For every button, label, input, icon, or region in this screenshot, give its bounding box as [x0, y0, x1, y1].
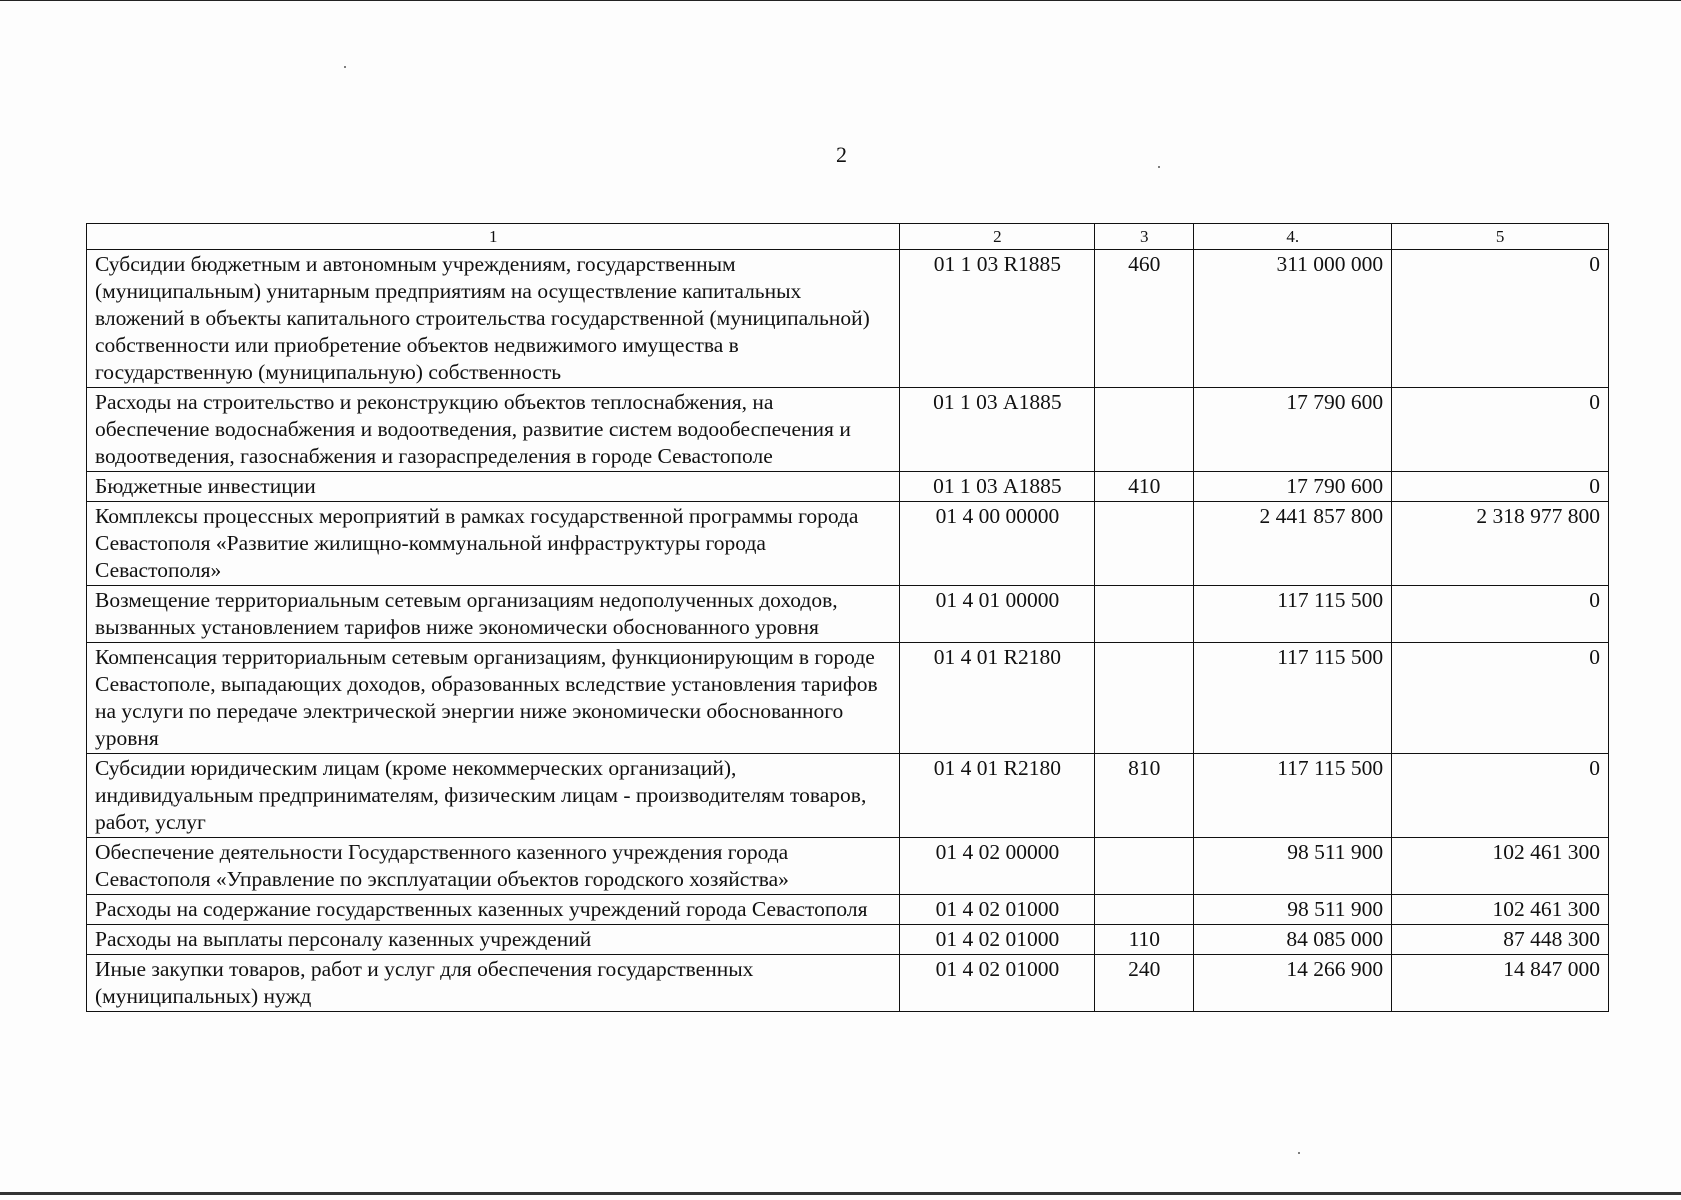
row-amount-2: 0	[1392, 754, 1609, 838]
row-amount-2: 87 448 300	[1392, 925, 1609, 955]
row-code: 01 1 03 А1885	[900, 388, 1095, 472]
row-code: 01 4 01 R2180	[900, 754, 1095, 838]
row-name: Расходы на содержание государственных казенных учреждений города Севастополя	[87, 895, 900, 925]
row-amount-2: 102 461 300	[1392, 895, 1609, 925]
scan-edge-top	[0, 0, 1681, 1]
row-amount-2: 0	[1392, 472, 1609, 502]
column-header-4: 4.	[1194, 224, 1392, 250]
row-amount-1: 98 511 900	[1194, 895, 1392, 925]
row-expense-type	[1095, 895, 1194, 925]
table-row	[87, 250, 1609, 388]
budget-table	[86, 223, 1609, 1012]
row-expense-type	[1095, 586, 1194, 643]
row-code: 01 4 02 01000	[900, 895, 1095, 925]
row-expense-type: 110	[1095, 925, 1194, 955]
row-amount-2: 0	[1392, 643, 1609, 754]
row-expense-type	[1095, 643, 1194, 754]
row-expense-type: 240	[1095, 955, 1194, 1012]
row-amount-2: 0	[1392, 250, 1609, 388]
row-code: 01 4 02 01000	[900, 925, 1095, 955]
row-name: Компенсация территориальным сетевым организациям, функционирующим в городе Севастополе, выпадающих доходов, образованных вследствие установления тарифов на услуги по передаче электрической энергии ниже экономически обоснованного уровня	[87, 643, 900, 754]
row-amount-2: 2 318 977 800	[1392, 502, 1609, 586]
row-name: Комплексы процессных мероприятий в рамках государственной программы города Севастополя «Развитие жилищно-коммунальной инфраструктуры города Севастополя»	[87, 502, 900, 586]
row-name: Субсидии юридическим лицам (кроме некоммерческих организаций), индивидуальным предпринимателям, физическим лицам - производителям товаров, работ, услуг	[87, 754, 900, 838]
column-header-3: 3	[1095, 224, 1194, 250]
row-amount-1: 311 000 000	[1194, 250, 1392, 388]
row-code: 01 4 01 00000	[900, 586, 1095, 643]
row-expense-type	[1095, 838, 1194, 895]
row-code: 01 1 03 А1885	[900, 472, 1095, 502]
row-amount-2: 102 461 300	[1392, 838, 1609, 895]
table-row	[87, 838, 1609, 895]
row-code: 01 4 02 00000	[900, 838, 1095, 895]
row-expense-type	[1095, 502, 1194, 586]
row-code: 01 4 00 00000	[900, 502, 1095, 586]
table-row	[87, 388, 1609, 472]
row-amount-1: 117 115 500	[1194, 586, 1392, 643]
row-code: 01 4 02 01000	[900, 955, 1095, 1012]
table-row	[87, 754, 1609, 838]
table-row	[87, 895, 1609, 925]
row-name: Обеспечение деятельности Государственного казенного учреждения города Севастополя «Управление по эксплуатации объектов городского хозяйства»	[87, 838, 900, 895]
table-row	[87, 586, 1609, 643]
row-amount-2: 14 847 000	[1392, 955, 1609, 1012]
row-amount-1: 17 790 600	[1194, 472, 1392, 502]
row-amount-1: 84 085 000	[1194, 925, 1392, 955]
row-amount-1: 117 115 500	[1194, 754, 1392, 838]
table-row	[87, 643, 1609, 754]
row-expense-type: 410	[1095, 472, 1194, 502]
row-amount-2: 0	[1392, 388, 1609, 472]
row-name: Субсидии бюджетным и автономным учреждениям, государственным (муниципальным) унитарным предприятиям на осуществление капитальных вложений в объекты капитального строительства государственной (муниципальной) собственности или приобретение объектов недвижимого имущества в государственную (муниципальную) собственность	[87, 250, 900, 388]
row-code: 01 1 03 R1885	[900, 250, 1095, 388]
row-expense-type: 810	[1095, 754, 1194, 838]
row-amount-1: 14 266 900	[1194, 955, 1392, 1012]
row-amount-2: 0	[1392, 586, 1609, 643]
table-row	[87, 925, 1609, 955]
table-row	[87, 502, 1609, 586]
row-amount-1: 98 511 900	[1194, 838, 1392, 895]
row-amount-1: 2 441 857 800	[1194, 502, 1392, 586]
table-row	[87, 955, 1609, 1012]
row-expense-type	[1095, 388, 1194, 472]
row-amount-1: 17 790 600	[1194, 388, 1392, 472]
row-name: Бюджетные инвестиции	[87, 472, 900, 502]
column-header-5: 5	[1392, 224, 1609, 250]
column-header-1: 1	[87, 224, 900, 250]
row-name: Иные закупки товаров, работ и услуг для обеспечения государственных (муниципальных) нужд	[87, 955, 900, 1012]
scan-speck	[1158, 166, 1160, 168]
column-header-2: 2	[900, 224, 1095, 250]
row-amount-1: 117 115 500	[1194, 643, 1392, 754]
table-header-row	[87, 224, 1609, 250]
row-expense-type: 460	[1095, 250, 1194, 388]
row-name: Возмещение территориальным сетевым организациям недополученных доходов, вызванных установлением тарифов ниже экономически обоснованного уровня	[87, 586, 900, 643]
page-number: 2	[836, 142, 847, 167]
row-name: Расходы на выплаты персоналу казенных учреждений	[87, 925, 900, 955]
scan-edge-bottom	[0, 1192, 1681, 1195]
row-code: 01 4 01 R2180	[900, 643, 1095, 754]
scan-speck	[1298, 1152, 1300, 1154]
row-name: Расходы на строительство и реконструкцию объектов теплоснабжения, на обеспечение водоснабжения и водоотведения, развитие систем водообеспечения и водоотведения, газоснабжения и газораспределения в городе Севастополе	[87, 388, 900, 472]
table-row	[87, 472, 1609, 502]
scan-speck	[344, 66, 346, 68]
